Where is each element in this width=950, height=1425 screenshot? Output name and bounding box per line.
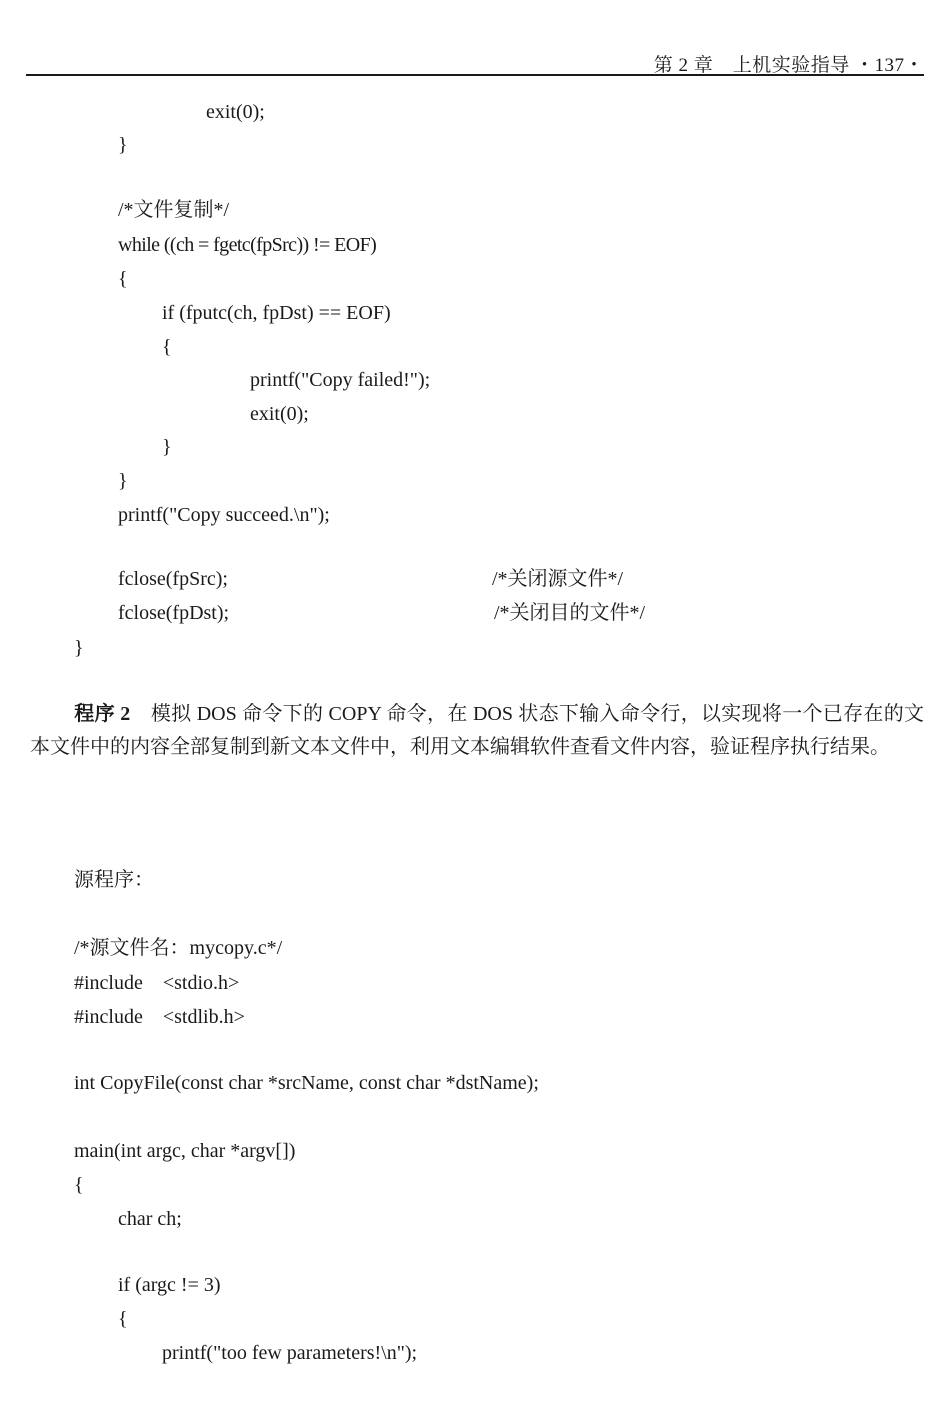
code-line: if (argc != 3): [118, 1274, 221, 1296]
code-line: main(int argc, char *argv[]): [74, 1140, 296, 1162]
program-description-text: 模拟 DOS 命令下的 COPY 命令，在 DOS 状态下输入命令行，以实现将一个已存在的文本文件中的内容全部复制到新文本文件中，利用文本编辑软件查看文件内容，验证程序执行结果。: [30, 703, 925, 758]
code-line: }: [118, 470, 128, 492]
code-line: while ((ch = fgetc(fpSrc)) != EOF): [118, 234, 377, 256]
code-line: #include <stdlib.h>: [74, 1006, 245, 1028]
code-line: if (fputc(ch, fpDst) == EOF): [162, 302, 391, 324]
program-description: [30, 698, 924, 764]
code-line: fclose(fpSrc);: [118, 568, 228, 590]
code-line: }: [162, 436, 172, 458]
code-line: char ch;: [118, 1208, 182, 1230]
code-comment-line: /*文件复制*/: [118, 199, 230, 221]
program-label: 程序 2: [74, 703, 131, 725]
code-line: #include <stdio.h>: [74, 972, 240, 994]
code-comment: /*关闭源文件*/: [492, 568, 624, 590]
code-comment-line: /*源文件名：mycopy.c*/: [74, 937, 283, 959]
code-line: printf("too few parameters!\n");: [162, 1342, 418, 1364]
code-comment: /*关闭目的文件*/: [494, 602, 646, 624]
code-line: exit(0);: [206, 101, 265, 123]
code-line: {: [74, 1174, 84, 1196]
header-rule: [26, 74, 924, 76]
code-line: {: [162, 336, 172, 358]
code-line: {: [118, 1308, 128, 1330]
source-label: 源程序：: [74, 869, 154, 891]
code-line: }: [118, 134, 128, 156]
code-line: printf("Copy succeed.\n");: [118, 504, 330, 526]
code-line: }: [74, 637, 84, 659]
running-header: 第 2 章 上机实验指导 ・137・: [653, 55, 924, 76]
code-line: printf("Copy failed!");: [250, 369, 431, 391]
code-line: exit(0);: [250, 403, 309, 425]
code-line: {: [118, 268, 128, 290]
code-line: fclose(fpDst);: [118, 602, 230, 624]
code-line: int CopyFile(const char *srcName, const char *dstName);: [74, 1072, 539, 1094]
